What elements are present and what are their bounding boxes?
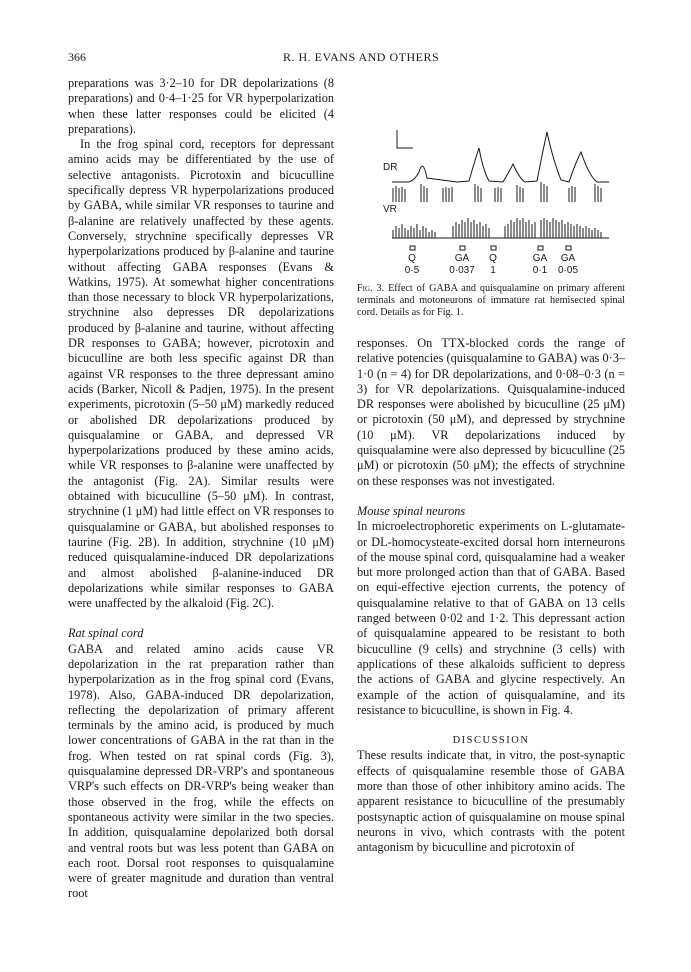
dr-trace-label: DR bbox=[383, 162, 398, 173]
dose-label-1: 0·5 bbox=[404, 265, 420, 276]
section-heading-mouse: Mouse spinal neurons bbox=[357, 503, 466, 518]
dose-label-5: 0·05 bbox=[557, 265, 579, 276]
vr-trace bbox=[392, 218, 609, 238]
figure-3 bbox=[357, 60, 625, 280]
running-title: R. H. EVANS AND OTHERS bbox=[283, 50, 440, 64]
drug-markers bbox=[410, 246, 571, 250]
dr-vrp-ticks bbox=[393, 182, 601, 202]
left-paragraph-2: In the frog spinal cord, receptors for depressant amino acids may be differentiated by the use of selective antagonists. Picrotoxin and bicuculline specifically depress VR hyperpolarizations produced by GABA, while similar VR responses to taurine and β-alanine are relatively unaffected by these agents. Conversely, strychnine specifically depresses VR hyperpolarizations produced by β-alanine and taurine without affecting GABA responses (Evans & Watkins, 1975). At somewhat higher concentrations than those necessary to block VR hyperpolarizations, strychnine also depresses DR depolarizations produced by β-alanine and taurine, without affecting DR responses to GABA; however, picrotoxin and bicuculline are both less specific against DR than against VR responses to the three depressant amino acids (Barker, Nicoll & Padjen, 1975). In the present experiments, picrotoxin (5–50 μM) markedly reduced or abolished DR depolarizations produced by quisqualamine or GABA, and depressed VR hyperpolarizations produced by these amino acids, while VR responses to β-alanine were unaffected by the antagonist (Fig. 2A). Similar results were obtained with bicuculline (5–50 μM). In contrast, strychnine (1 μM) had little effect on VR responses to quisqualamine or GABA, but abolished responses to taurine (Fig. 2B). In addition, strychnine (10 μM) reduced quisqualamine-induced DR depolarizations and almost abolished β-alanine-induced DR depolarizations while similar responses to GABA were unaffected by the alkaloid (Fig. 2C). bbox=[68, 137, 334, 611]
calibration-bar bbox=[397, 130, 413, 148]
left-paragraph-1: preparations was 3·2–10 for DR depolarizations (8 preparations) and 0·4–1·25 for VR hyperpolarization when these latter responses could be elicited (4 preparations). bbox=[68, 76, 334, 136]
drug-label-3: Q bbox=[489, 253, 497, 264]
drug-label-5: GA bbox=[560, 253, 576, 264]
right-paragraph-2: In microelectrophoretic experiments on L-glutamate- or DL-homocysteate-excited dorsal horn interneurons of the mouse spinal cord, quisqualamine had a weaker but more prolonged action than that of GABA. Based on equi-effective ejection currents, the potency of quisqualamine relative to that of GABA on 13 cells ranged between 0·02 and 1·2. This depressant action of quisqualamine appeared to be resistant to both bicuculline (9 cells) and strychnine (3 cells) with applications of these alkaloids sufficient to depress the actions of GABA and glycine respectively. An example of the action of quisqualamine, and its resistance to bicuculline, is shown in Fig. 4. bbox=[357, 519, 625, 717]
right-column bbox=[357, 336, 625, 856]
section-heading-rat: Rat spinal cord bbox=[68, 626, 144, 641]
section-heading-discussion: DISCUSSION bbox=[452, 735, 530, 747]
figure-caption bbox=[357, 283, 625, 319]
vr-trace-label: VR bbox=[383, 204, 397, 215]
left-paragraph-3: GABA and related amino acids cause VR depolarization in the rat preparation rather than hyperpolarization as in the frog spinal cord (Evans, 1978). Also, GABA-induced DR depolarization, reflecting the depolarization of primary afferent terminals by the amino acid, is produced by much lower concentrations of GABA in the rat than in the frog. When tested on rat spinal cords (Fig. 3), quisqualamine depressed DR-VRP's and spontaneous VRP's such effects on DR-VRP's being weaker than those observed in the frog, while the effects on spontaneous activity were similar in the two species. In addition, quisqualamine depolarized both dorsal and ventral roots but was less potent than GABA on each root. Dorsal root responses to quisqualamine were of greater magnitude and duration than ventral root bbox=[68, 641, 334, 901]
drug-label-4: GA bbox=[532, 253, 548, 264]
drug-label-1: Q bbox=[408, 253, 416, 264]
dose-label-3: 1 bbox=[490, 265, 496, 276]
page-number: 366 bbox=[68, 50, 86, 64]
right-paragraph-3: These results indicate that, in vitro, the post-synaptic effects of quisqualamine resemble those of GABA more than those of other inhibitory amino acids. The apparent resistance to bicuculline of the presumably postsynaptic action of quisqualamine on mouse spinal neurons in vivo, which contrasts with the potent antagonism by bicuculline and picrotoxin of bbox=[357, 748, 625, 855]
right-paragraph-1: responses. On TTX-blocked cords the range of relative potencies (quisqualamine to GABA) was 0·3–1·0 (n = 4) for DR depolarizations, and 0·08–0·3 (n = 3) for VR depolarizations. Quisqualamine-induced DR responses were abolished by bicuculline (25 μM) or picrotoxin (50 μM), and depressed by strychnine (10 μM). VR depolarizations induced by quisqualamine were also depressed by bicuculline (25 μM) or picrotoxin (50 μM); the effects of strychnine on these responses was not investigated. bbox=[357, 336, 625, 488]
figure-caption-text: Effect of GABA and quisqualamine on primary afferent terminals and motoneurons of immature rat hemisected spinal cord. Details as for Fig. 1. bbox=[357, 283, 625, 318]
dr-trace bbox=[392, 132, 609, 182]
dose-label-4: 0·1 bbox=[532, 265, 548, 276]
drug-label-2: GA bbox=[454, 253, 470, 264]
figure-caption-lead: Fig. 3. bbox=[357, 283, 385, 294]
figure-3-traces bbox=[357, 60, 625, 280]
dose-label-2: 0·037 bbox=[449, 265, 475, 276]
left-column bbox=[68, 76, 334, 902]
